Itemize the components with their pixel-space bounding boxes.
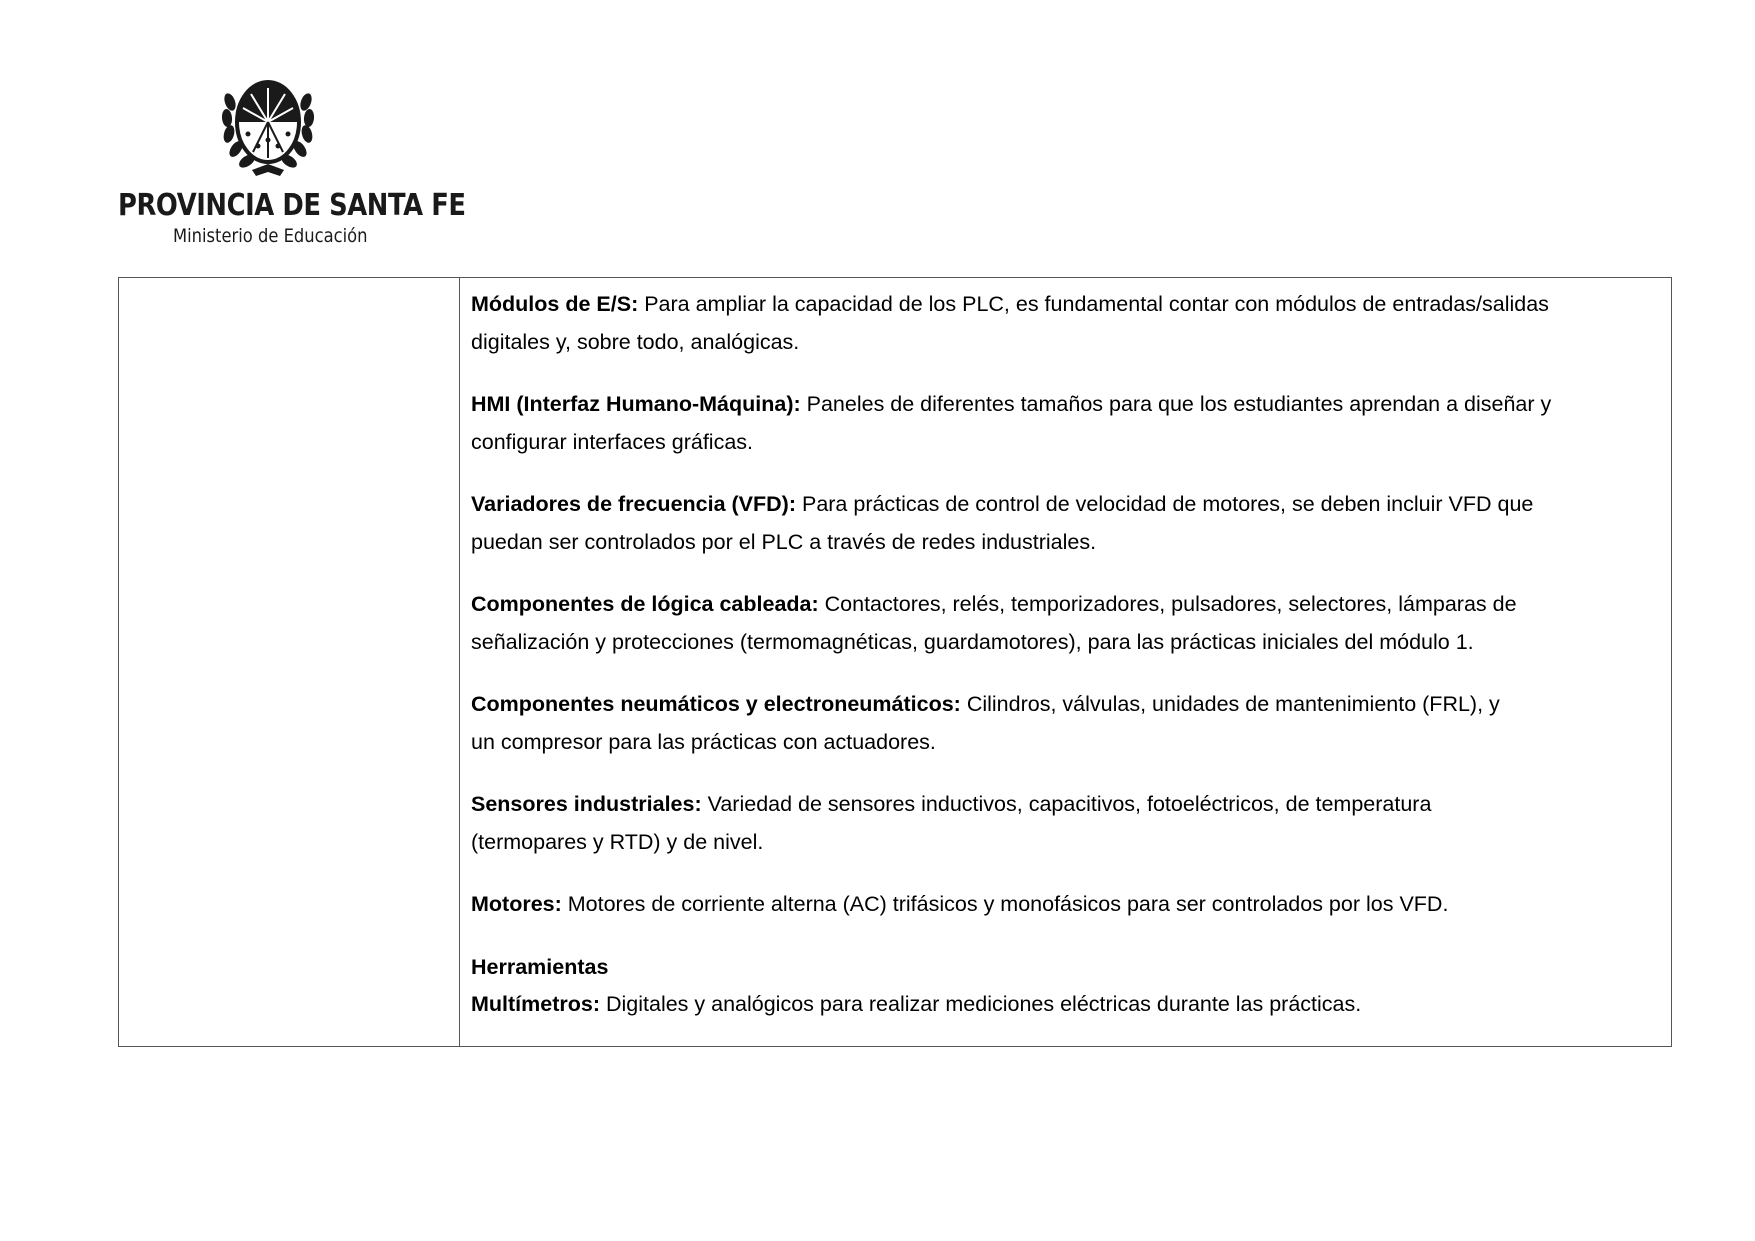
- item-term: Motores:: [471, 892, 562, 916]
- equipment-table: [118, 277, 1672, 1047]
- list-item: [471, 586, 1641, 661]
- item-text: Para ampliar la capacidad de los PLC, es fundamental contar con módulos de entradas/salidas: [638, 292, 1549, 316]
- logo-subtitle: Ministerio de Educación: [173, 225, 368, 247]
- list-item: [471, 686, 1641, 761]
- item-text: Para prácticas de control de velocidad de motores, se deben incluir VFD que: [796, 492, 1534, 516]
- item-text-continued: (termopares y RTD) y de nivel.: [471, 829, 764, 854]
- list-item: [471, 386, 1641, 461]
- provincial-seal-icon: [218, 72, 318, 188]
- list-item: [471, 486, 1641, 561]
- item-text: Paneles de diferentes tamaños para que los estudiantes aprendan a diseñar y: [800, 392, 1552, 416]
- tools-section: [471, 949, 1641, 1024]
- table-right-cell: [460, 278, 1671, 1046]
- item-text-continued: configurar interfaces gráficas.: [471, 429, 754, 454]
- item-term: Componentes neumáticos y electroneumáticos:: [471, 692, 961, 716]
- item-text-continued: digitales y, sobre todo, analógicas.: [471, 329, 800, 354]
- item-term: Módulos de E/S:: [471, 292, 639, 316]
- item-text-continued: un compresor para las prácticas con actuadores.: [471, 729, 936, 754]
- item-term: Componentes de lógica cableada:: [471, 592, 819, 616]
- list-item: [471, 886, 1641, 924]
- table-left-cell: [119, 278, 460, 1046]
- item-text-continued: señalización y protecciones (termomagnéticas, guardamotores), para las prácticas iniciales del módulo 1.: [471, 629, 1474, 654]
- item-text: Digitales y analógicos para realizar mediciones eléctricas durante las prácticas.: [600, 992, 1362, 1016]
- provincia-logo: [118, 72, 466, 252]
- item-text: Motores de corriente alterna (AC) trifásicos y monofásicos para ser controlados por los VFD.: [561, 892, 1449, 916]
- item-term: Multímetros:: [471, 992, 600, 1016]
- item-text: Contactores, relés, temporizadores, pulsadores, selectores, lámparas de: [818, 592, 1517, 616]
- item-text-continued: puedan ser controlados por el PLC a través de redes industriales.: [471, 529, 1097, 554]
- tools-heading: Herramientas: [471, 954, 609, 979]
- logo-title: PROVINCIA DE SANTA FE: [118, 188, 466, 223]
- item-term: HMI (Interfaz Humano-Máquina):: [471, 392, 801, 416]
- list-item: [471, 786, 1641, 861]
- item-text: Cilindros, válvulas, unidades de mantenimiento (FRL), y: [960, 692, 1500, 716]
- item-term: Sensores industriales:: [471, 792, 702, 816]
- item-term: Variadores de frecuencia (VFD):: [471, 492, 796, 516]
- list-item: [471, 286, 1641, 361]
- item-text: Variedad de sensores inductivos, capacitivos, fotoeléctricos, de temperatura: [701, 792, 1432, 816]
